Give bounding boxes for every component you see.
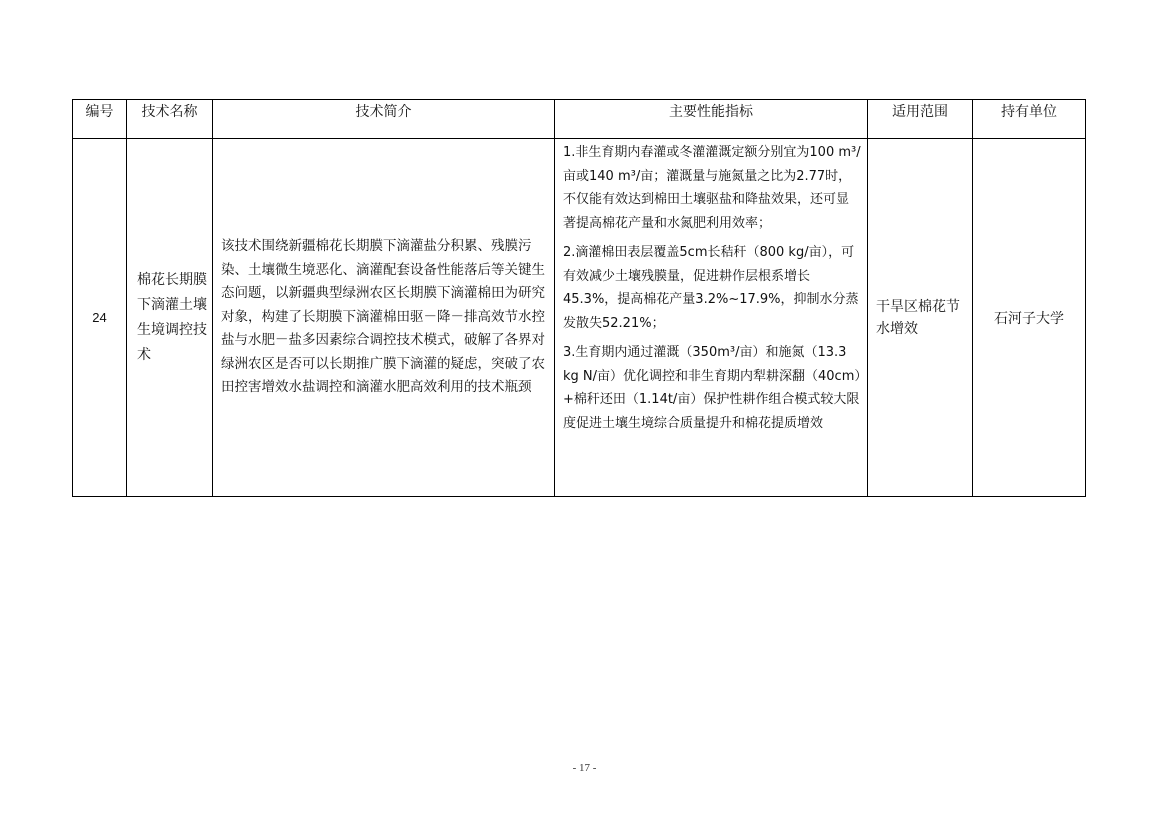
technology-table (72, 99, 1086, 497)
row-holder: 石河子大学 (973, 139, 1086, 497)
row-tech-name: 棉花长期膜下滴灌土壤生境调控技术 (127, 139, 213, 497)
indicator-item-3: 3.生育期内通过灌溉（350m³/亩）和施氮（13.3 kg N/亩）优化调控和非生育期内犁耕深翻（40cm）+棉秆还田（1.14t/亩）保护性耕作组合模式较大限度促进土壤生境综合质量提升和棉花提质增效 (563, 345, 861, 431)
table-header-row (73, 100, 1086, 139)
header-holder: 持有单位 (973, 100, 1086, 139)
row-scope: 干旱区棉花节水增效 (868, 139, 973, 497)
indicator-item-2: 2.滴灌棉田表层覆盖5cm长秸秆（800 kg/亩），可有效减少土壤残膜量，促进耕作层根系增长45.3%，提高棉花产量3.2%~17.9%，抑制水分蒸发散失52.21%； (563, 245, 859, 331)
header-scope: 适用范围 (868, 100, 973, 139)
table-row (73, 139, 1086, 497)
header-indicators: 主要性能指标 (555, 100, 868, 139)
row-tech-intro: 该技术围绕新疆棉花长期膜下滴灌盐分积累、残膜污染、土壤微生境恶化、滴灌配套设备性能落后等关键生态问题，以新疆典型绿洲农区长期膜下滴灌棉田为研究对象，构建了长期膜下滴灌棉田驱－降－排高效节水控盐与水肥－盐多因素综合调控技术模式，破解了各界对绿洲农区是否可以长期推广膜下滴灌的疑虑，突破了农田控害增效水盐调控和滴灌水肥高效利用的技术瓶颈 (213, 139, 555, 497)
page-number: - 17 - (572, 762, 597, 774)
header-number: 编号 (73, 100, 127, 139)
header-tech-intro: 技术简介 (213, 100, 555, 139)
row-indicators (555, 139, 868, 497)
indicator-item-1: 1.非生育期内春灌或冬灌灌溉定额分别宜为100 m³/亩或140 m³/亩；灌溉量与施氮量之比为2.77时，不仅能有效达到棉田土壤驱盐和降盐效果，还可显著提高棉花产量和水氮肥利用效率； (563, 145, 861, 231)
row-number: 24 (73, 139, 127, 497)
header-tech-name: 技术名称 (127, 100, 213, 139)
